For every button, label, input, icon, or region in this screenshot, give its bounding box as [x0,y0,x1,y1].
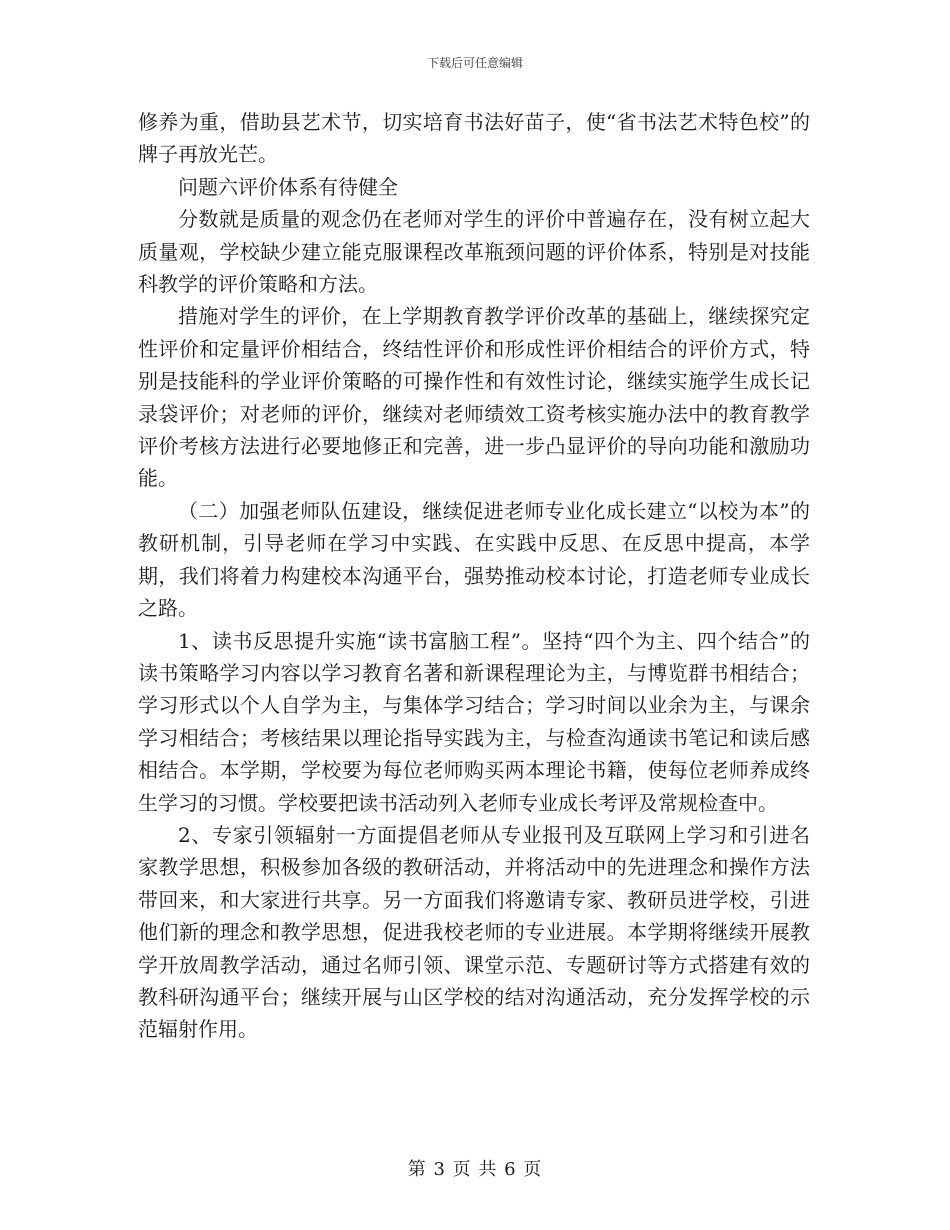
download-edit-note: 下载后可任意编辑 [426,56,523,70]
section-heading-problem-six: 问题六评价体系有待健全 [178,174,398,199]
document-body [138,106,810,1046]
paragraph-evaluation-measures: 措施对学生的评价，在上学期教育教学评价改革的基础上，继续探究定性评价和定量评价相结合，终结性评价和形成性评价相结合的评价方式，特别是技能科的学业评价策略的可操作性和有效性讨论，继续实施学生成长记录袋评价；对老师的评价，继续对老师绩效工资考核实施办法中的教育教学评价考核方法进行必要地修正和完善，进一步凸显评价的导向功能和激励功能。 [138,304,810,491]
paragraph-problem-description: 分数就是质量的观念仍在老师对学生的评价中普遍存在，没有树立起大质量观，学校缺少建立能克服课程改革瓶颈问题的评价体系，特别是对技能科教学的评价策略和方法。 [138,207,810,297]
paragraph-expert-guidance: 2、专家引领辐射一方面提倡老师从专业报刊及互联网上学习和引进名家教学思想，积极参加各级的教研活动，并将活动中的先进理念和操作方法带回来，和大家进行共享。另一方面我们将邀请专家、教研员进学校，引进他们新的理念和教学思想，促进我校老师的专业进展。本学期将继续开展教学开放周教学活动，通过名师引领、课堂示范、专题研讨等方式搭建有效的教科研沟通平台；继续开展与山区学校的结对沟通活动，充分发挥学校的示范辐射作用。 [138,822,810,1042]
paragraph-calligraphy-continuation: 修养为重，借助县艺术节，切实培育书法好苗子，使“省书法艺术特色校”的牌子再放光芒。 [138,110,810,167]
paragraph-teacher-team-building: （二）加强老师队伍建设，继续促进老师专业化成长建立“以校为本”的教研机制，引导老师在学习中实践、在实践中反思、在反思中提高，本学期，我们将着力构建校本沟通平台，强势推动校本讨论，打造老师专业成长之路。 [138,498,810,621]
page-number-footer: 第 3 页 共 6 页 [407,1159,543,1180]
paragraph-reading-reflection: 1、读书反思提升实施“读书富脑工程”。坚持“四个为主、四个结合”的读书策略学习内容以学习教育名著和新课程理论为主，与博览群书相结合；学习形式以个人自学为主，与集体学习结合；学习时间以业余为主，与课余学习相结合；考核结果以理论指导实践为主，与检查沟通读书笔记和读后感相结合。本学期，学校要为每位老师购买两本理论书籍，使每位老师养成终生学习的习惯。学校要把读书活动列入老师专业成长考评及常规检查中。 [138,628,810,815]
